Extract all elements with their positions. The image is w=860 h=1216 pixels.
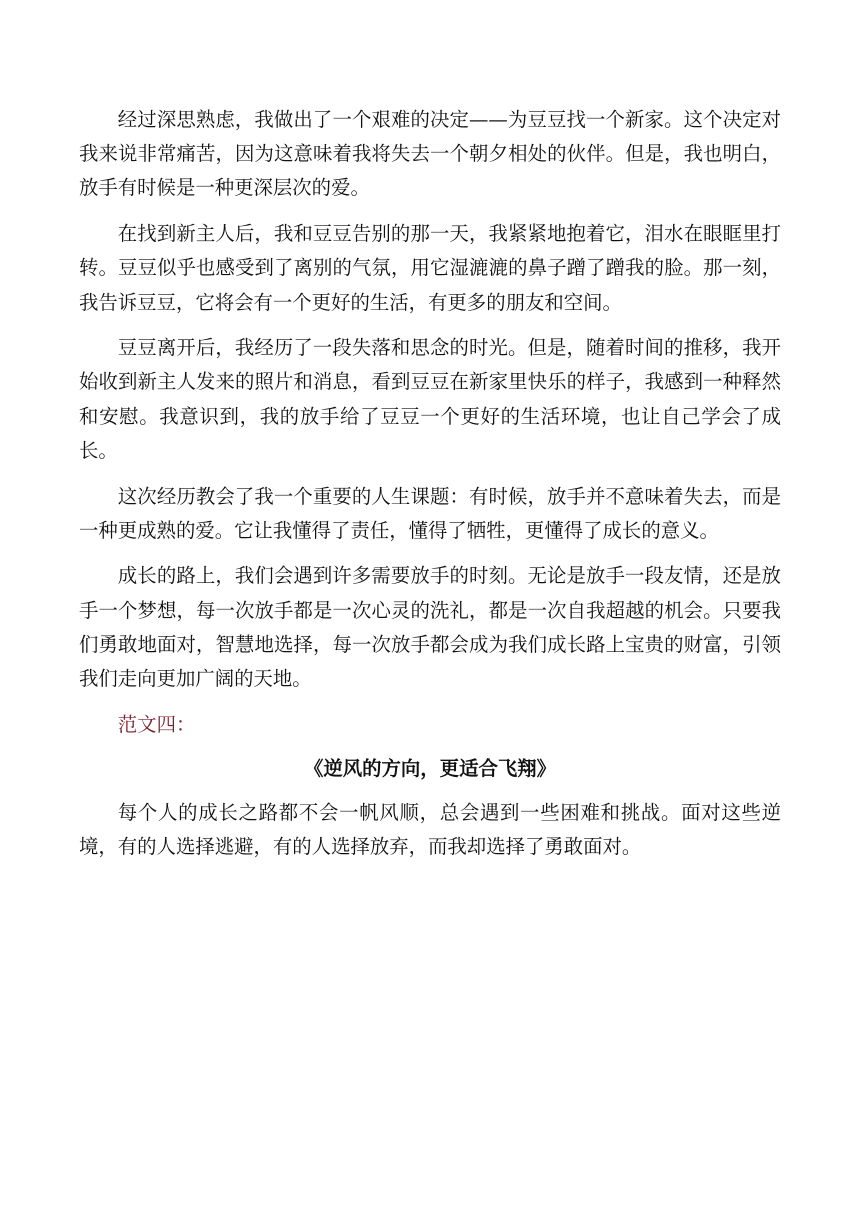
document-body xyxy=(79,103,781,876)
essay-title: 《逆风的方向，更适合飞翔》 xyxy=(303,756,557,780)
paragraph-conclusion: 成长的路上，我们会遇到许多需要放手的时刻。无论是放手一段友情，还是放手一个梦想，每一次放手都是一次心灵的洗礼，都是一次自我超越的机会。只要我们勇敢地面对，智慧地选择，每一次放手都会成为我们成长路上宝贵的财富，引领我们走向更加广阔的天地。 xyxy=(79,564,781,691)
paragraph-lesson: 这次经历教会了我一个重要的人生课题：有时候，放手并不意味着失去，而是一种更成熟的爱。它让我懂得了责任，懂得了牺牲，更懂得了成长的意义。 xyxy=(79,484,781,542)
paragraph-farewell: 在找到新主人后，我和豆豆告别的那一天，我紧紧地抱着它，泪水在眼眶里打转。豆豆似乎也感受到了离别的气氛，用它湿漉漉的鼻子蹭了蹭我的脸。那一刻，我告诉豆豆，它将会有一个更好的生活，有更多的朋友和空间。 xyxy=(79,222,781,314)
paragraph-decision: 经过深思熟虑，我做出了一个艰难的决定——为豆豆找一个新家。这个决定对我来说非常痛苦，因为这意味着我将失去一个朝夕相处的伙伴。但是，我也明白，放手有时候是一种更深层次的爱。 xyxy=(79,108,781,200)
paragraph-essay-intro: 每个人的成长之路都不会一帆风顺，总会遇到一些困难和挑战。面对这些逆境，有的人选择逃避，有的人选择放弃，而我却选择了勇敢面对。 xyxy=(79,801,781,859)
paragraph-after-leaving: 豆豆离开后，我经历了一段失落和思念的时光。但是，随着时间的推移，我开始收到新主人发来的照片和消息，看到豆豆在新家里快乐的样子，我感到一种释然和安慰。我意识到，我的放手给了豆豆一个更好的生活环境，也让自己学会了成长。 xyxy=(79,336,781,462)
section-label: 范文四： xyxy=(117,712,196,736)
